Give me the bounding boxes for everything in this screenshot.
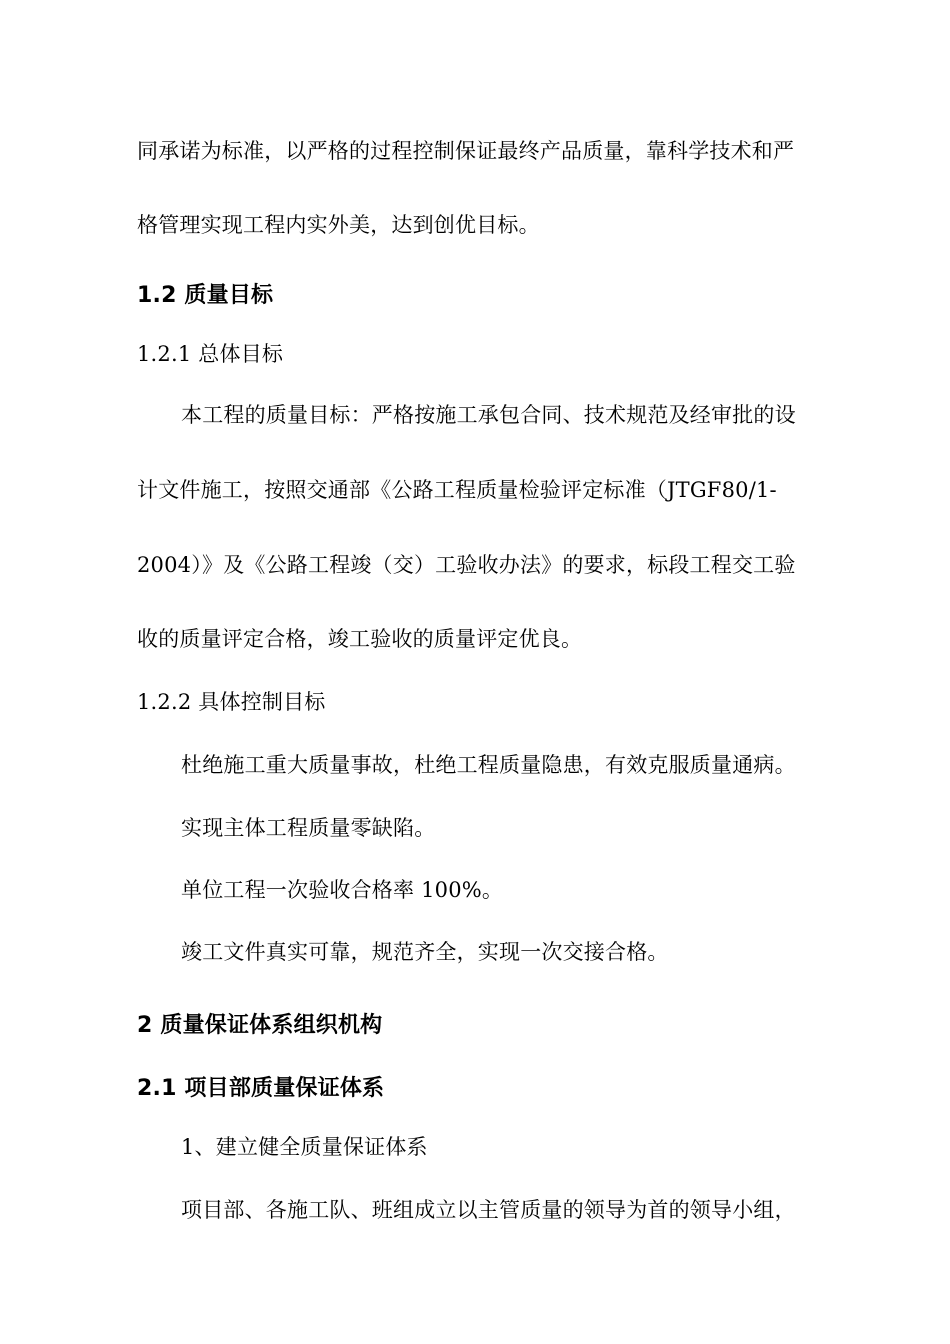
list-item: 1、建立健全质量保证体系 [181,1135,428,1159]
list-item: 单位工程一次验收合格率 100%。 [181,878,504,902]
body-text: 本工程的质量目标：严格按施工承包合同、技术规范及经审批的设 [181,403,796,427]
body-text: 项目部、各施工队、班组成立以主管质量的领导为首的领导小组， [181,1198,796,1222]
body-text: 同承诺为标准，以严格的过程控制保证最终产品质量，靠科学技术和严 [137,139,795,163]
body-text: 2004）》及《公路工程竣（交）工验收办法》的要求，标段工程交工验 [137,553,796,577]
section-heading: 2.1 项目部质量保证体系 [137,1076,385,1101]
subsection-heading: 1.2.1 总体目标 [137,342,284,366]
body-text: 收的质量评定合格，竣工验收的质量评定优良。 [137,627,583,651]
list-item: 竣工文件真实可靠，规范齐全，实现一次交接合格。 [181,940,669,964]
list-item: 实现主体工程质量零缺陷。 [181,816,436,840]
list-item: 杜绝施工重大质量事故，杜绝工程质量隐患，有效克服质量通病。 [181,753,796,777]
body-text: 计文件施工，按照交通部《公路工程质量检验评定标准（JTGF80/1- [137,478,777,502]
subsection-heading: 1.2.2 具体控制目标 [137,690,326,714]
body-text: 格管理实现工程内实外美，达到创优目标。 [137,213,540,237]
section-heading: 2 质量保证体系组织机构 [137,1013,383,1038]
section-heading: 1.2 质量目标 [137,283,274,308]
